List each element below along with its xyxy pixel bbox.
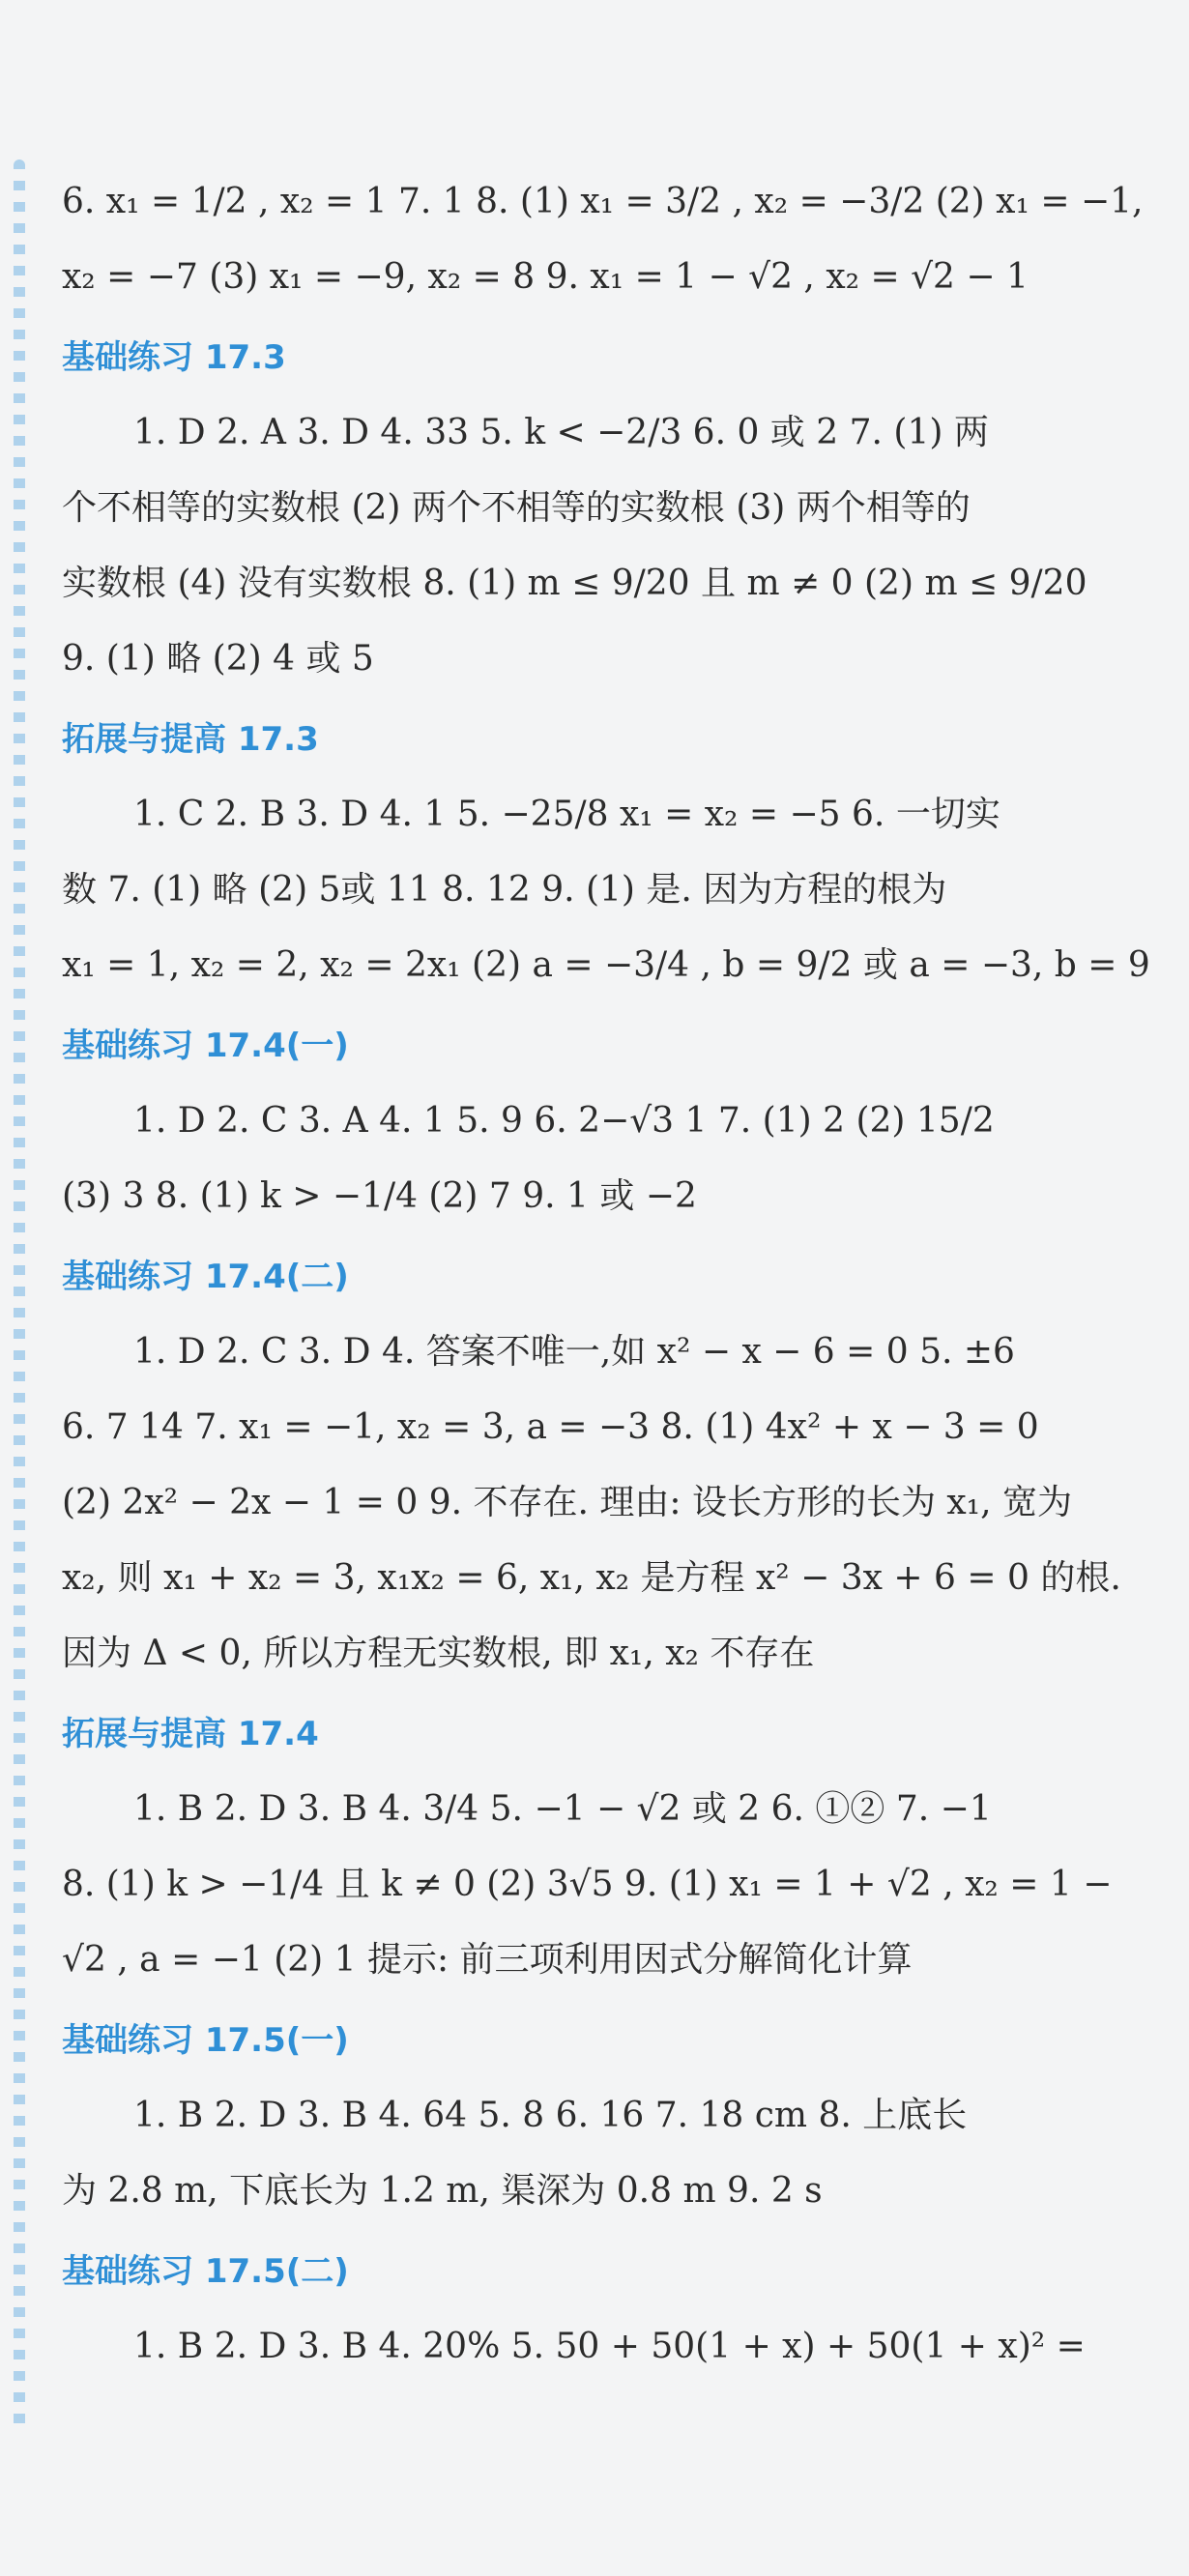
answer-line: x₁ = 1, x₂ = 2, x₂ = 2x₁ (2) a = −3/4 , b = 9/2 或 a = −3, b = 9: [62, 945, 1150, 985]
answer-line: 1. D 2. C 3. D 4. 答案不唯一,如 x² − x − 6 = 0 5. ±6: [133, 1332, 1015, 1372]
answer-line: 为 2.8 m, 下底长为 1.2 m, 渠深为 0.8 m 9. 2 s: [62, 2171, 823, 2211]
section-heading: 基础练习 17.5(二): [62, 2252, 349, 2291]
answer-line: √2 , a = −1 (2) 1 提示: 前三项利用因式分解简化计算: [62, 1940, 913, 1980]
answer-line: 1. B 2. D 3. B 4. 3/4 5. −1 − √2 或 2 6. ①② 7. −1: [133, 1789, 992, 1829]
answer-line: 8. (1) k > −1/4 且 k ≠ 0 (2) 3√5 9. (1) x₁ = 1 + √2 , x₂ = 1 −: [62, 1865, 1113, 1904]
answer-line: 1. D 2. A 3. D 4. 33 5. k < −2/3 6. 0 或 2 7. (1) 两: [133, 413, 989, 452]
section-heading: 基础练习 17.5(一): [62, 2021, 349, 2060]
section-heading: 拓展与提高 17.4: [62, 1715, 319, 1753]
answer-page: [62, 164, 1150, 2385]
section-heading: 基础练习 17.4(一): [62, 1027, 349, 1065]
answer-line: 9. (1) 略 (2) 4 或 5: [62, 639, 374, 679]
answer-line: x₂ = −7 (3) x₁ = −9, x₂ = 8 9. x₁ = 1 − √2 , x₂ = √2 − 1: [62, 257, 1029, 297]
answer-line: 1. B 2. D 3. B 4. 20% 5. 50 + 50(1 + x) + 50(1 + x)² =: [133, 2327, 1086, 2366]
answer-line: 因为 Δ < 0, 所以方程无实数根, 即 x₁, x₂ 不存在: [62, 1634, 815, 1673]
answer-line: (3) 3 8. (1) k > −1/4 (2) 7 9. 1 或 −2: [62, 1176, 697, 1216]
section-heading: 拓展与提高 17.3: [62, 720, 319, 759]
decorative-border: [14, 159, 25, 2431]
section-heading: 基础练习 17.3: [62, 338, 286, 377]
answer-line: x₂, 则 x₁ + x₂ = 3, x₁x₂ = 6, x₁, x₂ 是方程 x² − 3x + 6 = 0 的根.: [62, 1558, 1121, 1598]
answer-line: 6. x₁ = 1/2 , x₂ = 1 7. 1 8. (1) x₁ = 3/2 , x₂ = −3/2 (2) x₁ = −1,: [62, 182, 1144, 221]
section-heading: 基础练习 17.4(二): [62, 1258, 349, 1296]
answer-line: 个不相等的实数根 (2) 两个不相等的实数根 (3) 两个相等的: [62, 488, 971, 528]
answer-line: 数 7. (1) 略 (2) 5或 11 8. 12 9. (1) 是. 因为方程的根为: [62, 870, 947, 910]
answer-line: 6. 7 14 7. x₁ = −1, x₂ = 3, a = −3 8. (1) 4x² + x − 3 = 0: [62, 1407, 1039, 1447]
answer-line: (2) 2x² − 2x − 1 = 0 9. 不存在. 理由: 设长方形的长为 x₁, 宽为: [62, 1483, 1073, 1522]
answer-line: 1. D 2. C 3. A 4. 1 5. 9 6. 2−√3 1 7. (1) 2 (2) 15/2: [133, 1101, 995, 1141]
answer-line: 1. C 2. B 3. D 4. 1 5. −25/8 x₁ = x₂ = −5 6. 一切实: [133, 795, 1000, 834]
answer-line: 1. B 2. D 3. B 4. 64 5. 8 6. 16 7. 18 cm 8. 上底长: [133, 2096, 968, 2135]
answer-line: 实数根 (4) 没有实数根 8. (1) m ≤ 9/20 且 m ≠ 0 (2) m ≤ 9/20: [62, 564, 1088, 603]
